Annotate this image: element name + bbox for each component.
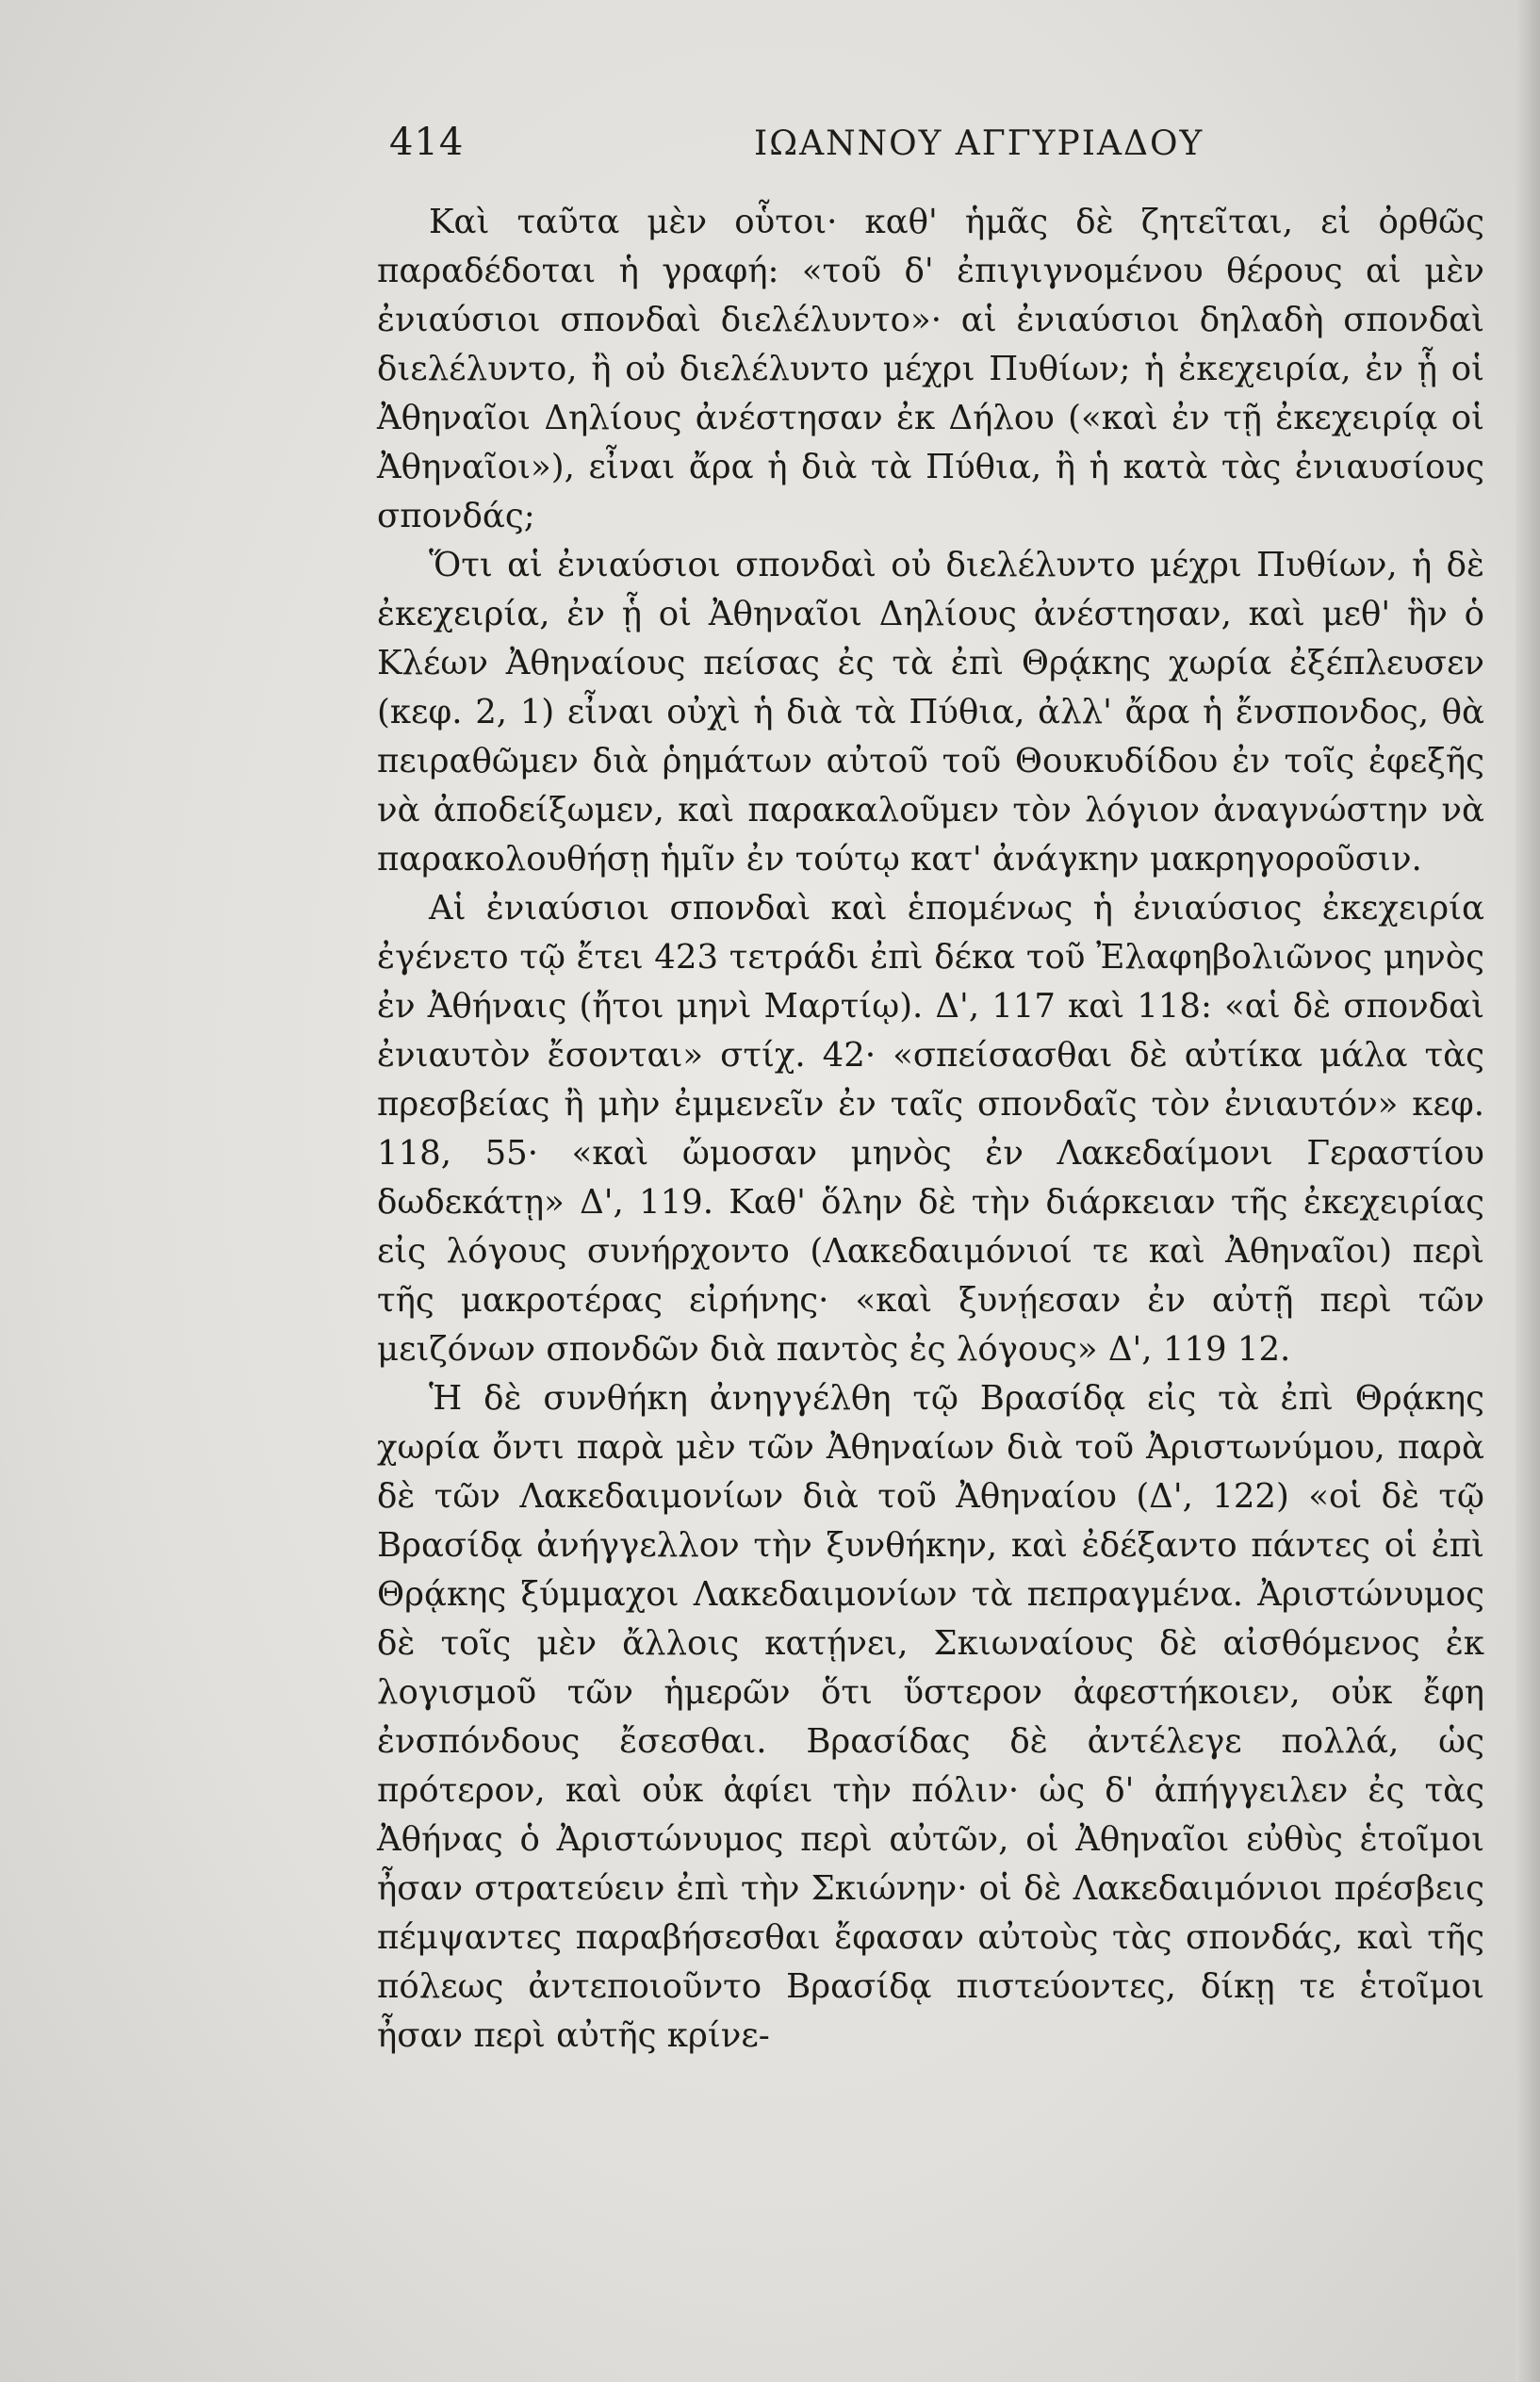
running-head-author: ΙΩΑΝΝΟΥ ΑΓΓΥΡΙΑΔΟΥ bbox=[754, 124, 1204, 163]
paragraph-3: Αἱ ἐνιαύσιοι σπονδαὶ καὶ ἑπομένως ἡ ἐνιαύσιος ἐκεχειρία ἐγένετο τῷ ἔτει 423 τετράδι ἐπὶ δέκα τοῦ Ἐλαφηβολιῶνος μηνὸς ἐν Ἀθήναις (ἤτοι μηνὶ Μαρτίῳ). Δ', 117 καὶ 118: «αἱ δὲ σπονδαὶ ἐνιαυτὸν ἔσονται» στίχ. 42· «σπείσασθαι δὲ αὐτίκα μάλα τὰς πρεσβείας ἢ μὴν ἐμμενεῖν ἐν ταῖς σπονδαῖς τὸν ἐνιαυτόν» κεφ. 118, 55· «καὶ ὤμοσαν μηνὸς ἐν Λακεδαίμονι Γεραστίου δωδεκάτῃ» Δ', 119. Καθ' ὅλην δὲ τὴν διάρκειαν τῆς ἐκεχειρίας εἰς λόγους συνήρχοντο (Λακεδαιμόνιοί τε καὶ Ἀθηναῖοι) περὶ τῆς μακροτέρας εἰρήνης· «καὶ ξυνῄεσαν ἐν αὐτῇ περὶ τῶν μειζόνων σπονδῶν διὰ παντὸς ἐς λόγους» Δ', 119 12. bbox=[377, 889, 1484, 1369]
page-edge-shadow bbox=[1515, 0, 1540, 2382]
body-text bbox=[377, 198, 1484, 2061]
paragraph-1: Καὶ ταῦτα μὲν οὗτοι· καθ' ἡμᾶς δὲ ζητεῖται, εἰ ὀρθῶς παραδέδοται ἡ γραφή: «τοῦ δ' ἐπιγιγνομένου θέρους αἱ μὲν ἐνιαύσιοι σπονδαὶ διελέλυντο»· αἱ ἐνιαύσιοι δηλαδὴ σπονδαὶ διελέλυντο, ἢ οὐ διελέλυντο μέχρι Πυθίων; ἡ ἐκεχειρία, ἐν ᾗ οἱ Ἀθηναῖοι Δηλίους ἀνέστησαν ἐκ Δήλου («καὶ ἐν τῇ ἐκεχειρίᾳ οἱ Ἀθηναῖοι»), εἶναι ἄρα ἡ διὰ τὰ Πύθια, ἢ ἡ κατὰ τὰς ἐνιαυσίους σπονδάς; bbox=[377, 203, 1484, 535]
paragraph-2: Ὅτι αἱ ἐνιαύσιοι σπονδαὶ οὐ διελέλυντο μέχρι Πυθίων, ἡ δὲ ἐκεχειρία, ἐν ᾗ οἱ Ἀθηναῖοι Δηλίους ἀνέστησαν, καὶ μεθ' ἣν ὁ Κλέων Ἀθηναίους πείσας ἐς τὰ ἐπὶ Θρᾴκης χωρία ἐξέπλευσεν (κεφ. 2, 1) εἶναι οὐχὶ ἡ διὰ τὰ Πύθια, ἀλλ' ἄρα ἡ ἔνσπονδος, θὰ πειραθῶμεν διὰ ῥημάτων αὐτοῦ τοῦ Θουκυδίδου ἐν τοῖς ἐφεξῆς νὰ ἀποδείξωμεν, καὶ παρακαλοῦμεν τὸν λόγιον ἀναγνώστην νὰ παρακολουθήσῃ ἡμῖν ἐν τούτῳ κατ' ἀνάγκην μακρηγοροῦσιν. bbox=[377, 546, 1484, 879]
page-header bbox=[382, 121, 1480, 177]
page-number: 414 bbox=[389, 121, 465, 164]
paragraph-4: Ἡ δὲ συνθήκη ἀνηγγέλθη τῷ Βρασίδᾳ εἰς τὰ ἐπὶ Θρᾴκης χωρία ὄντι παρὰ μὲν τῶν Ἀθηναίων διὰ τοῦ Ἀριστωνύμου, παρὰ δὲ τῶν Λακεδαιμονίων διὰ τοῦ Ἀθηναίου (Δ', 122) «οἱ δὲ τῷ Βρασίδᾳ ἀνήγγελλον τὴν ξυνθήκην, καὶ ἐδέξαντο πάντες οἱ ἐπὶ Θρᾴκης ξύμμαχοι Λακεδαιμονίων τὰ πεπραγμένα. Ἀριστώνυμος δὲ τοῖς μὲν ἄλλοις κατῄνει, Σκιωναίους δὲ αἰσθόμενος ἐκ λογισμοῦ τῶν ἡμερῶν ὅτι ὕστερον ἀφεστήκοιεν, οὐκ ἔφη ἐνσπόνδους ἔσεσθαι. Βρασίδας δὲ ἀντέλεγε πολλά, ὡς πρότερον, καὶ οὐκ ἀφίει τὴν πόλιν· ὡς δ' ἀπήγγειλεν ἐς τὰς Ἀθήνας ὁ Ἀριστώνυμος περὶ αὐτῶν, οἱ Ἀθηναῖοι εὐθὺς ἑτοῖμοι ἦσαν στρατεύειν ἐπὶ τὴν Σκιώνην· οἱ δὲ Λακεδαιμόνιοι πρέσβεις πέμψαντες παραβήσεσθαι ἔφασαν αὐτοὺς τὰς σπονδάς, καὶ τῆς πόλεως ἀντεποιοῦντο Βρασίδᾳ πιστεύοντες, δίκῃ τε ἑτοῖμοι ἦσαν περὶ αὐτῆς κρίνε- bbox=[377, 1379, 1484, 2055]
